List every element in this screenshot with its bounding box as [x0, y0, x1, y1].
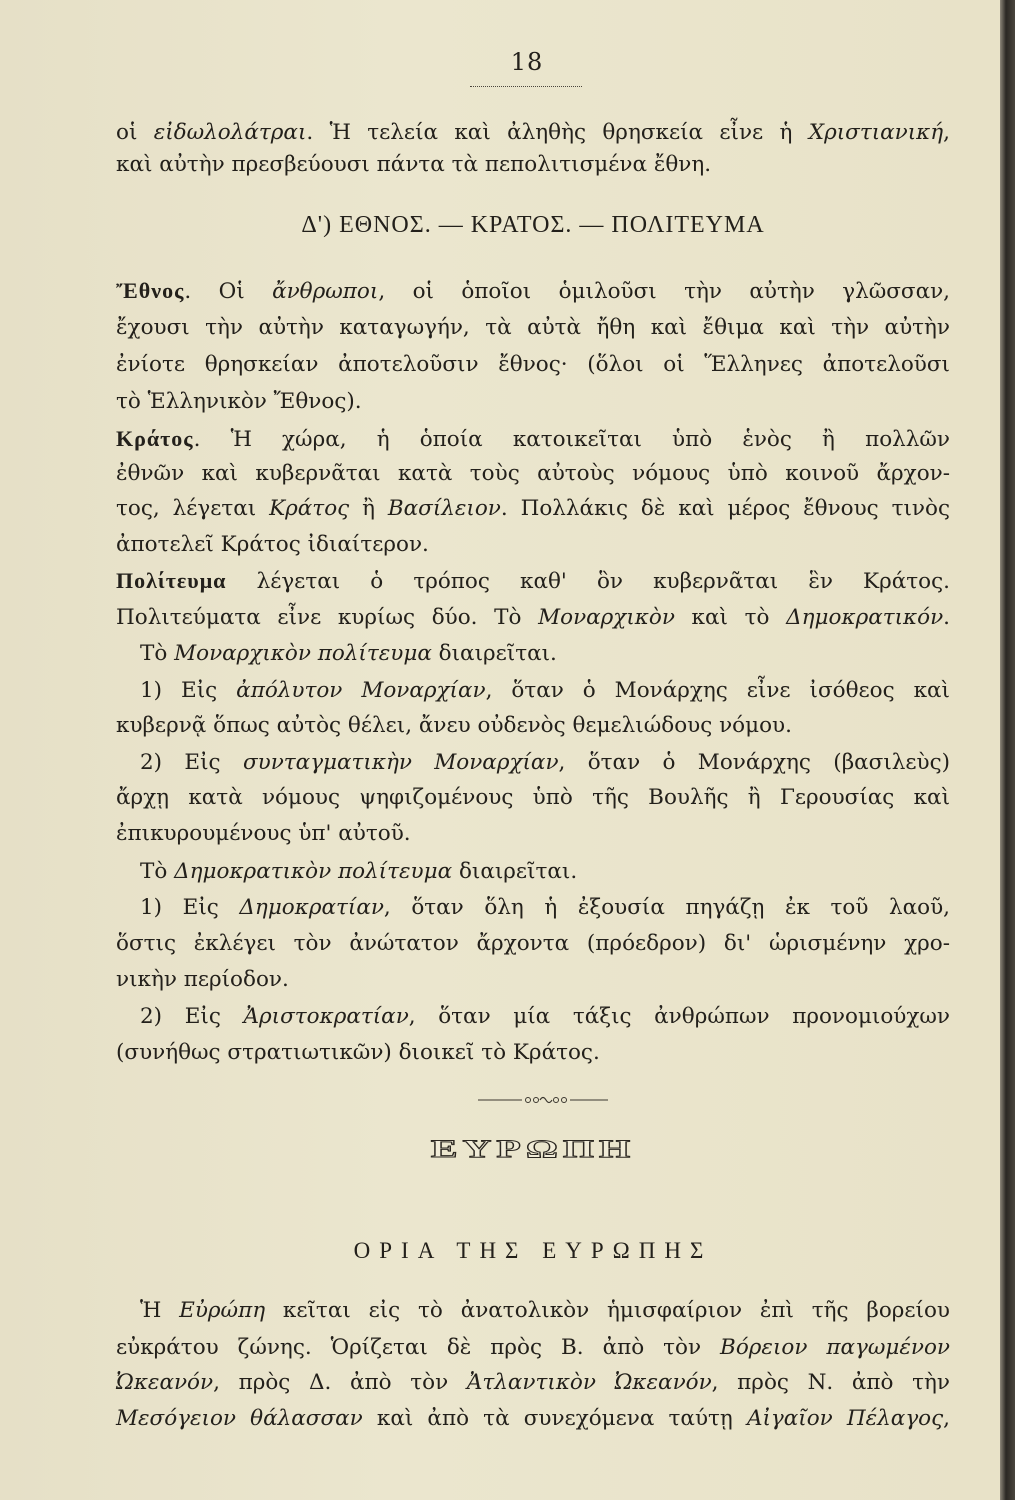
text-segment: ἐνίοτε θρησκείαν ἀποτελοῦσιν ἔθνος· (ὅλοι οἱ Ἕλληνες ἀποτελοῦσι	[116, 352, 950, 377]
text-line	[116, 118, 950, 148]
run-in-heading: Ἔθνος	[116, 278, 185, 303]
text-segment: ,	[943, 1406, 950, 1431]
text-segment: κυβερνᾷ ὅπως αὐτὸς θέλει, ἄνευ οὐδενὸς θεμελιώδους νόμου.	[116, 713, 792, 738]
text-segment: ,	[943, 120, 950, 145]
text-segment: τος, λέγεται	[116, 496, 270, 521]
text-segment: , πρὸς Ν. ἀπὸ τὴν	[711, 1370, 951, 1395]
text-line	[116, 819, 950, 849]
text-line	[116, 459, 950, 489]
text-line	[116, 1333, 950, 1363]
text-segment: 2) Εἰς	[140, 1004, 244, 1029]
italic-term: Μοναρχικὸν πολίτευμα	[174, 641, 432, 666]
text-segment: εὐκράτου ζώνης. Ὁρίζεται δὲ πρὸς Β. ἀπὸ τὸν	[116, 1335, 721, 1360]
text-line	[116, 350, 950, 380]
text-segment: καὶ αὐτὴν πρεσβεύουσι πάντα τὰ πεπολιτισμένα ἔθνη.	[116, 152, 712, 177]
text-line	[116, 494, 950, 524]
text-line	[116, 929, 950, 959]
italic-term: Αἰγαῖον Πέλαγος	[746, 1406, 944, 1431]
page-number-rule	[470, 86, 582, 87]
italic-term: Δημοκρατικόν	[786, 605, 944, 630]
italic-term: Δημοκρατικὸν πολίτευμα	[174, 859, 453, 884]
text-segment: 1) Εἰς	[140, 678, 237, 703]
text-segment: 1) Εἰς	[140, 895, 240, 920]
text-segment: ἐπικυρουμένους ὑπ' αὐτοῦ.	[116, 821, 411, 846]
section-heading: Δ') ΕΘΝΟΣ. — ΚΡΑΤΟΣ. — ΠΟΛΙΤΕΥΜΑ	[301, 212, 765, 238]
text-line	[116, 530, 950, 560]
text-line	[140, 748, 950, 778]
text-segment: διαιρεῖται.	[431, 641, 557, 666]
italic-term: Βασίλειον	[387, 496, 501, 521]
text-segment: καὶ τὸ	[674, 605, 787, 630]
text-segment: νικὴν περίοδον.	[116, 967, 289, 992]
text-line	[140, 639, 950, 669]
text-segment: ἀποτελεῖ Κράτος ἰδιαίτερον.	[116, 532, 429, 557]
text-segment: , οἱ ὁποῖοι ὁμιλοῦσι τὴν αὐτὴν γλῶσσαν,	[378, 279, 950, 304]
italic-term: Βόρειον παγωμένον	[720, 1335, 951, 1360]
text-segment: Πολιτεύματα εἶνε κυρίως δύο. Τὸ	[116, 605, 539, 630]
italic-term: Δημοκρατίαν	[239, 895, 384, 920]
italic-term: Μεσόγειον θάλασσαν	[116, 1406, 363, 1431]
text-line	[116, 276, 950, 307]
run-in-heading: Πολίτευμα	[116, 568, 227, 593]
italic-term: Ὠκεανόν	[116, 1370, 214, 1395]
text-segment: τὸ Ἑλληνικὸν Ἔθνος).	[116, 389, 362, 414]
text-segment: λέγεται ὁ τρόπος καθ' ὃν κυβερνᾶται ἓν Κράτος.	[226, 569, 950, 594]
text-segment: . Πολλάκις δὲ καὶ μέρος ἔθνους τινὸς	[500, 496, 950, 521]
text-line	[140, 676, 950, 706]
text-segment: οἱ	[116, 120, 154, 145]
text-segment: Ἡ	[140, 1298, 180, 1323]
book-binding-edge	[1000, 0, 1015, 1500]
page-number: 18	[510, 48, 544, 76]
italic-term: Ἀριστοκρατίαν	[243, 1004, 409, 1029]
italic-term: συνταγματικὴν Μοναρχίαν	[242, 750, 559, 775]
text-segment: Τὸ	[140, 859, 175, 884]
text-line	[116, 1368, 950, 1398]
text-segment: (συνήθως στρατιωτικῶν) διοικεῖ τὸ Κράτος.	[116, 1040, 600, 1065]
text-line	[116, 387, 950, 417]
text-segment: , ὅταν μία τάξις ἀνθρώπων προνομιούχων	[408, 1004, 950, 1029]
borders-heading: ΟΡΙΑ ΤΗΣ ΕΥΡΩΠΗΣ	[353, 1238, 713, 1263]
text-segment: . Ἡ τελεία καὶ ἀληθὴς θρησκεία εἶνε ἡ	[306, 120, 809, 145]
text-line	[116, 603, 950, 633]
text-line	[116, 150, 950, 180]
italic-term: Μοναρχικὸν	[538, 605, 675, 630]
text-line	[140, 1296, 950, 1326]
text-segment: . Ἡ χώρα, ἡ ὁποία κατοικεῖται ὑπὸ ἑνὸς ἢ πολλῶν	[193, 427, 950, 452]
text-segment: 2) Εἰς	[140, 750, 243, 775]
text-segment: .	[943, 605, 951, 630]
text-line	[140, 893, 950, 923]
text-line	[116, 566, 950, 597]
text-segment: , ὅταν ὁ Μονάρχης (βασιλεὺς)	[558, 750, 951, 775]
text-line	[116, 965, 950, 995]
text-segment: ἄρχῃ κατὰ νόμους ψηφιζομένους ὑπὸ τῆς Βουλῆς ἢ Γερουσίας καὶ	[116, 785, 950, 810]
italic-term: Εὐρώπη	[179, 1298, 266, 1323]
text-line	[116, 313, 950, 343]
text-line	[116, 1038, 950, 1068]
text-line	[140, 1002, 950, 1032]
text-segment: καὶ ἀπὸ τὰ συνεχόμενα ταύτῃ	[362, 1406, 747, 1431]
text-line	[140, 857, 950, 887]
text-segment: , πρὸς Δ. ἀπὸ τὸν	[213, 1370, 467, 1395]
text-segment: . Οἱ	[184, 279, 273, 304]
europe-title: ΕΥΡΩΠΗ	[430, 1134, 636, 1163]
italic-term: Ἀτλαντικὸν Ὠκεανόν	[466, 1370, 712, 1395]
text-segment: Τὸ	[140, 641, 175, 666]
text-segment: ἔχουσι τὴν αὐτὴν καταγωγήν, τὰ αὐτὰ ἤθη καὶ ἔθιμα καὶ τὴν αὐτὴν	[116, 315, 950, 340]
italic-term: ἄνθρωποι	[272, 279, 379, 304]
italic-term: ἀπόλυτον Μοναρχίαν	[236, 678, 486, 703]
italic-term: εἰδωλολάτραι	[153, 120, 307, 145]
italic-term: Χριστιανική	[808, 120, 944, 145]
text-segment: διαιρεῖται.	[452, 859, 578, 884]
text-segment: ὅστις ἐκλέγει τὸν ἀνώτατον ἄρχοντα (πρόεδρον) δι' ὡρισμένην χρο-	[116, 931, 950, 956]
italic-term: Κράτος	[269, 496, 350, 521]
text-segment: , ὅταν ὁ Μονάρχης εἶνε ἰσόθεος καὶ	[485, 678, 950, 703]
text-line	[116, 1404, 950, 1434]
text-line	[116, 711, 950, 741]
run-in-heading: Κράτος	[116, 426, 194, 451]
text-line	[116, 783, 950, 813]
text-segment: κεῖται εἰς τὸ ἀνατολικὸν ἡμισφαίριον ἐπὶ τῆς βορείου	[265, 1298, 950, 1323]
text-segment: , ὅταν ὅλη ἡ ἐξουσία πηγάζῃ ἐκ τοῦ λαοῦ,	[383, 895, 950, 920]
text-segment: ἐθνῶν καὶ κυβερνᾶται κατὰ τοὺς αὐτοὺς νόμους ὑπὸ κοινοῦ ἄρχον-	[116, 461, 950, 486]
divider-ornament	[478, 1094, 608, 1106]
text-line	[116, 424, 950, 455]
text-segment: ἢ	[349, 496, 388, 521]
